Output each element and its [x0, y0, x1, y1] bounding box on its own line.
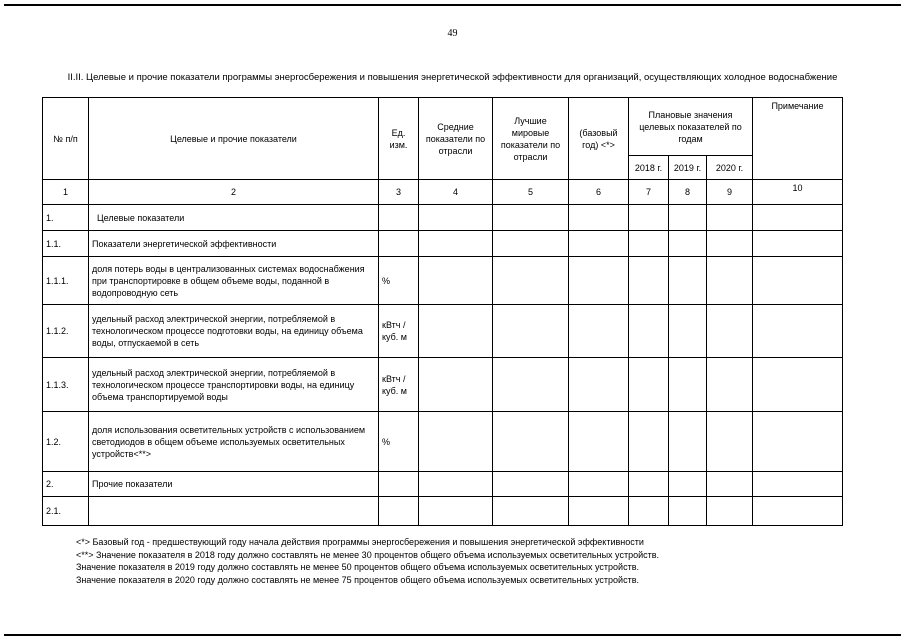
row-indicator: доля использования осветительных устройств с использованием светодиодов в общем объеме используемых осветительных устройств<**> [89, 412, 379, 472]
row-number: 1.1.2. [43, 305, 89, 358]
table-row [43, 472, 843, 497]
row-indicator: Целевые показатели [89, 205, 379, 231]
row-unit [379, 472, 419, 497]
row-indicator: Прочие показатели [89, 472, 379, 497]
row-unit [379, 231, 419, 257]
column-number: 2 [89, 180, 379, 205]
footnote: <*> Базовый год - предшествующий году начала действия программы энергосбережения и повышения энергетической эффективности [76, 537, 644, 547]
header-planned-values: Плановые значения целевых показателей по годам [629, 98, 753, 156]
header-indicators: Целевые и прочие показатели [89, 98, 379, 180]
row-number: 1.2. [43, 412, 89, 472]
column-number: 9 [707, 180, 753, 205]
column-number: 1 [43, 180, 89, 205]
table-row [43, 257, 843, 305]
row-number: 1.1.1. [43, 257, 89, 305]
table-row [43, 305, 843, 358]
header-year-2018: 2018 г. [629, 156, 669, 180]
column-number: 5 [493, 180, 569, 205]
row-number: 2. [43, 472, 89, 497]
page-number: 49 [447, 28, 458, 39]
row-unit: % [379, 412, 419, 472]
row-unit: % [379, 257, 419, 305]
table-row [43, 412, 843, 472]
header-note: Примечание [753, 98, 843, 180]
footnote: Значение показателя в 2019 году должно составлять не менее 50 процентов общего объема используемых осветительных устройств. [76, 562, 639, 572]
table-row [43, 231, 843, 257]
row-number: 1.1. [43, 231, 89, 257]
row-indicator: удельный расход электрической энергии, потребляемой в технологическом процессе транспортировки воды, на единицу объема транспортируемой воды [89, 358, 379, 412]
indicators-table [42, 97, 843, 526]
column-number: 3 [379, 180, 419, 205]
column-number-row [43, 180, 843, 205]
header-base-year: (базовый год) <*> [569, 98, 629, 180]
header-num: № п/п [43, 98, 89, 180]
row-unit [379, 205, 419, 231]
table-row [43, 358, 843, 412]
row-indicator: удельный расход электрической энергии, потребляемой в технологическом процессе подготовки воды, на единицу объема воды, отпускаемой в сеть [89, 305, 379, 358]
footnotes [76, 536, 659, 586]
row-indicator: доля потерь воды в централизованных системах водоснабжения при транспортировке в общем объеме воды, поданной в водопроводную сеть [89, 257, 379, 305]
row-unit: кВтч /куб. м [379, 358, 419, 412]
row-indicator: Показатели энергетической эффективности [89, 231, 379, 257]
row-number: 1.1.3. [43, 358, 89, 412]
column-number: 4 [419, 180, 493, 205]
footnote: <**> Значение показателя в 2018 году должно составлять не менее 30 процентов общего объема используемых осветительных устройств. [76, 549, 660, 560]
table-row [43, 205, 843, 231]
footnote: Значение показателя в 2020 году должно составлять не менее 75 процентов общего объема используемых осветительных устройств. [76, 574, 639, 585]
column-number: 10 [753, 180, 843, 205]
header-row [43, 98, 843, 156]
row-indicator [89, 497, 379, 526]
column-number: 6 [569, 180, 629, 205]
header-industry-average: Средние показатели по отрасли [419, 98, 493, 180]
row-number: 1. [43, 205, 89, 231]
header-world-best: Лучшие мировые показатели по отрасли [493, 98, 569, 180]
table-title: II.II. Целевые и прочие показатели программы энергосбережения и повышения энергетической эффективности для организаций, осуществляющих холодное водоснабжение [67, 72, 838, 83]
header-year-2019: 2019 г. [669, 156, 707, 180]
row-unit [379, 497, 419, 526]
header-unit: Ед. изм. [379, 98, 419, 180]
table-row [43, 497, 843, 526]
column-number: 8 [669, 180, 707, 205]
header-year-2020: 2020 г. [707, 156, 753, 180]
row-unit: кВтч /куб. м [379, 305, 419, 358]
column-number: 7 [629, 180, 669, 205]
row-number: 2.1. [43, 497, 89, 526]
